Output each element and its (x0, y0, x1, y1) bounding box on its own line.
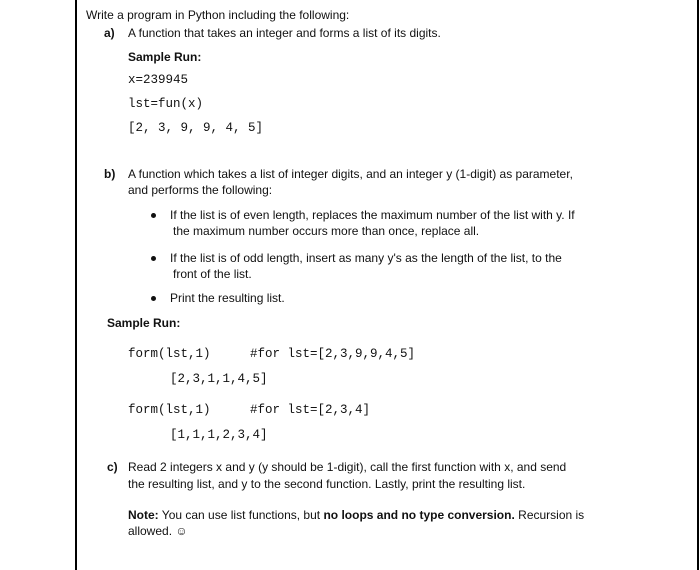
bullet-1-line-2: the maximum number occurs more than once, replace all. (173, 224, 480, 238)
part-b-line-1: A function which takes a list of integer digits, and an integer y (1-digit) as parameter, (128, 167, 573, 181)
example-2-comment: #for lst=[2,3,4] (250, 403, 371, 417)
part-c-line-1: Read 2 integers x and y (y should be 1-digit), call the first function with x, and send (128, 460, 567, 474)
part-b-line-2: and performs the following: (128, 183, 273, 197)
bullet-icon (151, 213, 156, 218)
part-c-label: c) (107, 460, 118, 474)
example-1-call: form(lst,1) (128, 347, 211, 361)
note-label: Note: (128, 508, 159, 522)
part-a-sample-title: Sample Run: (128, 50, 202, 64)
example-1-result: [2,3,1,1,4,5] (170, 372, 268, 386)
bullet-2-line-2: front of the list. (173, 267, 252, 281)
example-2-result: [1,1,1,2,3,4] (170, 428, 268, 442)
part-a-code-line-1: x=239945 (128, 73, 189, 87)
bullet-1-line-1: If the list is of even length, replaces the maximum number of the list with y. If (170, 208, 575, 222)
note-line-1 (128, 507, 584, 523)
bullet-icon (151, 296, 156, 301)
note-line-2: allowed. ☺ (128, 524, 188, 538)
bullet-2-line-1: If the list is of odd length, insert as many y's as the length of the list, to the (170, 251, 562, 265)
bullet-icon (151, 256, 156, 261)
part-b-label: b) (104, 167, 116, 181)
part-b-sample-title: Sample Run: (107, 316, 181, 330)
left-border (75, 0, 77, 570)
example-2-call: form(lst,1) (128, 403, 211, 417)
right-border (697, 0, 699, 570)
part-a-label: a) (104, 26, 115, 40)
note-text-1: You can use list functions, but (158, 508, 324, 522)
part-a-text: A function that takes an integer and forms a list of its digits. (128, 26, 441, 40)
example-1-comment: #for lst=[2,3,9,9,4,5] (250, 347, 416, 361)
part-c-line-2: the resulting list, and y to the second function. Lastly, print the resulting list. (128, 477, 526, 491)
note-bold-text: no loops and no type conversion. (323, 508, 515, 522)
part-a-code-line-2: lst=fun(x) (128, 97, 204, 111)
part-a-code-line-3: [2, 3, 9, 9, 4, 5] (128, 121, 264, 135)
bullet-3-line-1: Print the resulting list. (170, 291, 285, 305)
intro-text: Write a program in Python including the following: (86, 8, 350, 22)
note-text-2: Recursion is (514, 508, 585, 522)
